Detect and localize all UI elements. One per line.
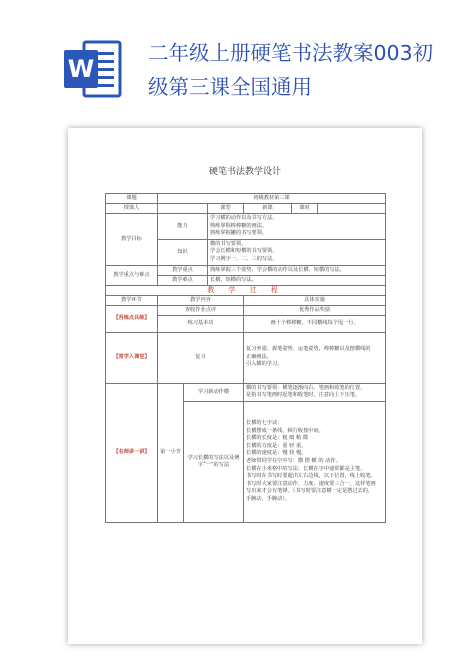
word-document-icon (62, 38, 124, 100)
cell-lines: 学习横的动作以及书写方法。 熟练掌握棒棒糖的画法。 熟练掌握撇的书写要领。 (208, 214, 386, 240)
cell-value: 新课 (244, 204, 292, 214)
cell-label: 能力 (158, 214, 208, 240)
column-header: 教学环节 (106, 295, 158, 305)
cell-value: 复习 (158, 332, 244, 383)
table-row (106, 295, 386, 305)
page-title: 硬笔书法教学设计 (208, 167, 281, 177)
cell-lines: 长横的七字诀： 长横摆成一条线，顿行收按中间。 长横的长度是：粗 细 稍 微 长横的力度是：重 轻 重。 长横的速度是：慢 快 慢。 老师带同学在空中写：横 摆 横 的 动作。 长横在小米格中的写法：长横在字中通常都是主笔， 书写时在书写时要超出左右边线，以下位置，线上收笔。 书写时大家要注意动作、力度、速度要三合一，这样笔画 写出来才会有笔锋。（书写时要注意横一定是摆过去的， 手腕动，手腕动）。 (244, 401, 386, 522)
cell-value (318, 204, 386, 214)
cell-label: 课题 (106, 194, 158, 204)
column-header: 具体实施 (244, 295, 386, 305)
cell-lines: 横的书写要领：横笔逐渐向右，笔画和收笔的位置， 是指书写笔画时起笔和收笔时，注意向上下压笔。 (244, 383, 386, 401)
cell-value (158, 204, 208, 214)
cell-value: 熟练掌握三个姿势，学会横的动作以及长横、短横的写法。 (208, 265, 386, 275)
svg-text:W: W (67, 55, 95, 83)
cell-label: 教学目标 (106, 214, 158, 266)
cell-value: 学习长横的写法以及例字“一”的写法 (184, 401, 244, 522)
cell-value: 初级教材第三课 (158, 194, 386, 204)
stage-tag: 【名师讲一讲】 (106, 383, 158, 522)
cell-label: 知识 (158, 239, 208, 265)
lesson-plan-table (105, 193, 386, 523)
table-row (106, 383, 386, 401)
table-row (106, 285, 386, 295)
document-page (68, 128, 422, 644)
cell-value: 练习基本功 (158, 315, 244, 332)
cell-label: 课型 (208, 204, 244, 214)
table-row (106, 332, 386, 383)
cell-label: 教学难点 (158, 275, 208, 285)
cell-label: 课时 (292, 204, 318, 214)
table-row (106, 204, 386, 214)
column-header: 教学内容 (158, 295, 244, 305)
section-heading: 教 学 过 程 (106, 285, 386, 295)
table-row (106, 194, 386, 204)
cell-label: 教学重点与难点 (106, 265, 158, 285)
cell-lines: 横的书写要领。 学会长横和短横的书写要领。 学习例字一、二、三的写法。 (208, 239, 386, 265)
stage-tag: 【吾练点兵练】 (106, 305, 158, 332)
table-row (106, 214, 386, 240)
cell-value: 学习新动作横 (184, 383, 244, 401)
document-title-banner: 二年级上册硬笔书法教案003初级第三课全国通用 (148, 41, 434, 99)
table-row (106, 305, 386, 315)
table-row (106, 265, 386, 275)
cell-lines: 复习坐姿、握笔姿势、运笔姿势，棒棒糖以及摆横线的 正确画法。 引入横的学习。 (244, 332, 386, 383)
cell-value: 画十个棒棒糖，不同横线每个甩一行。 (244, 315, 386, 332)
stage-tag: 【常学入课堂】 (106, 332, 158, 383)
cell-value: 查收作业点评 (158, 305, 244, 315)
banner (0, 0, 474, 118)
cell-value: 优秀作品奖励 (244, 305, 386, 315)
cell-value: 长横、短横的写法。 (208, 275, 386, 285)
cell-value: 第一小节 (158, 383, 184, 522)
cell-label: 教学重点 (158, 265, 208, 275)
cell-label: 授课人 (106, 204, 158, 214)
